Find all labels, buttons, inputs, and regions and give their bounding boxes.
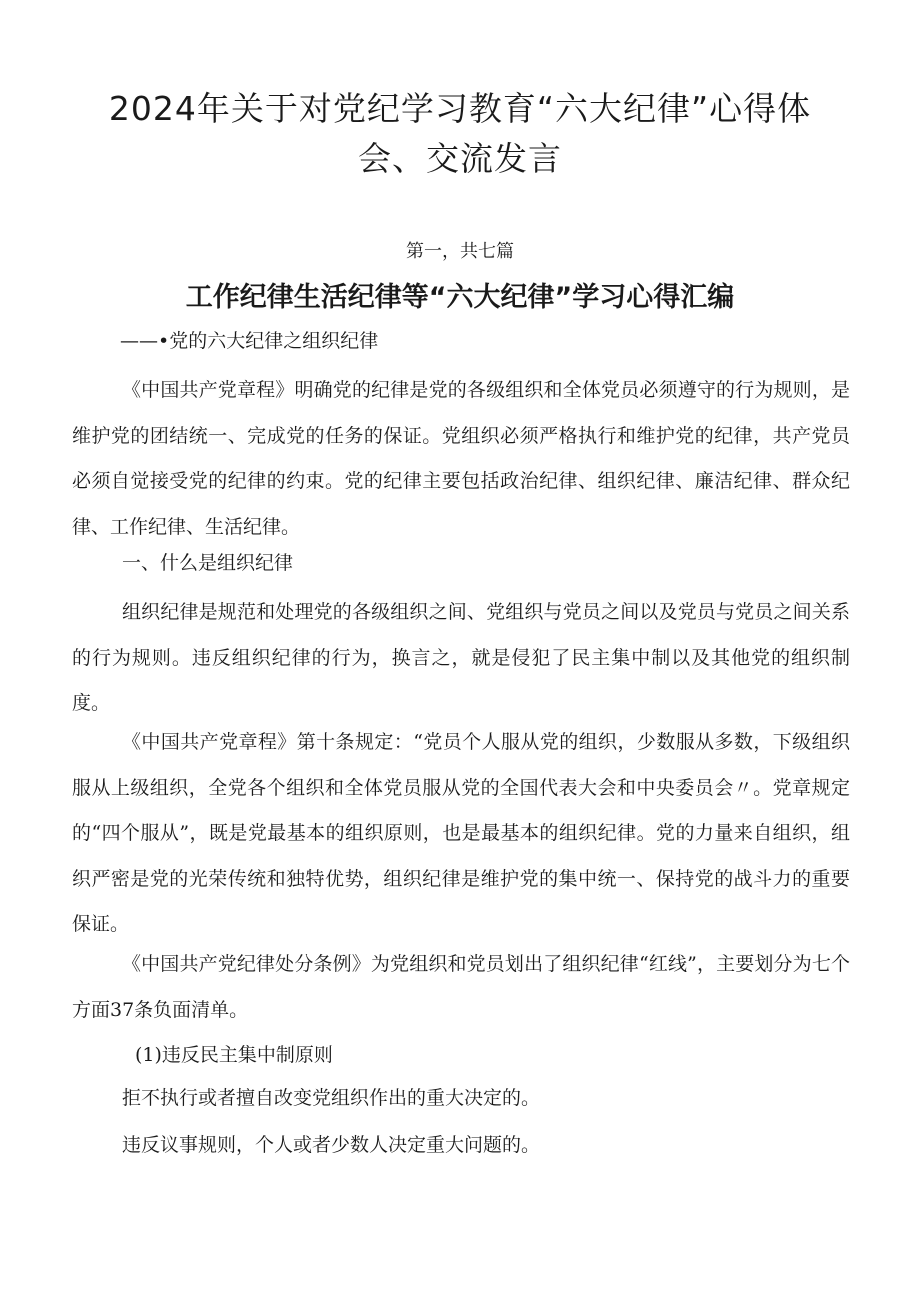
paragraph-3: 《中国共产党章程》第十条规定：“党员个人服从党的组织，少数服从多数，下级组织服从上级组织，全党各个组织和全体党员服从党的全国代表大会和中央委员会〃。党章规定的“四个服从”，既是党最基本的组织原则，也是最基本的组织纪律。党的力量来自组织，组织严密是党的光荣传统和独特优势，组织纪律是维护党的集中统一、保持党的战斗力的重要保证。	[72, 731, 850, 935]
section-intro: ——•党的六大纪律之组织纪律	[120, 330, 379, 352]
paragraph-4: 《中国共产党纪律处分条例》为党组织和党员划出了组织纪律“红线”，主要划分为七个方面37条负面清单。	[72, 953, 850, 1021]
document-title: 2024年关于对党纪学习教育“六大纪律”心得体会、交流发言	[108, 89, 812, 178]
list-item-heading: (1)违反民主集中制原则	[135, 1044, 333, 1066]
section-1-heading: 一、什么是组织纪律	[122, 552, 294, 574]
section-heading: 工作纪律生活纪律等“六大纪律”学习心得汇编	[185, 282, 735, 313]
list-item-line-1: 拒不执行或者擅自改变党组织作出的重大决定的。	[122, 1087, 541, 1109]
paragraph-1: 《中国共产党章程》明确党的纪律是党的各级组织和全体党员必须遵守的行为规则，是维护党的团结统一、完成党的任务的保证。党组织必须严格执行和维护党的纪律，共产党员必须自觉接受党的纪律的约束。党的纪律主要包括政治纪律、组织纪律、廉洁纪律、群众纪律、工作纪律、生活纪律。	[72, 379, 850, 538]
list-item-line-2: 违反议事规则，个人或者少数人决定重大问题的。	[122, 1134, 541, 1156]
document-subtitle: 第一，共七篇	[406, 241, 514, 262]
paragraph-2: 组织纪律是规范和处理党的各级组织之间、党组织与党员之间以及党员与党员之间关系的行为规则。违反组织纪律的行为，换言之，就是侵犯了民主集中制以及其他党的组织制度。	[72, 601, 850, 714]
